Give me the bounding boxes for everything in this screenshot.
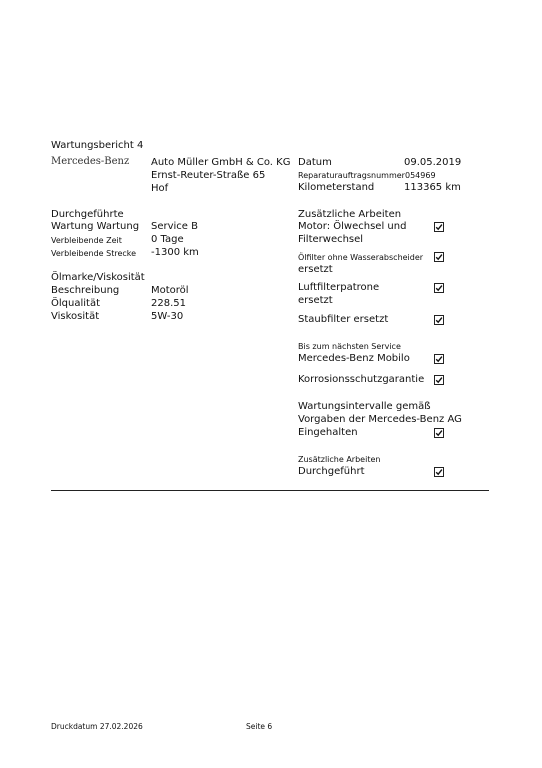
viscosity-label: Viskosität <box>51 311 100 322</box>
check-icon <box>435 223 443 231</box>
corrosion-warranty-checkbox[interactable] <box>434 375 444 385</box>
mobilo-checkbox[interactable] <box>434 354 444 364</box>
check-icon <box>435 376 443 384</box>
item-air-filter-line1: Luftfilterpatrone <box>298 282 380 293</box>
remaining-distance-value: -1300 km <box>151 247 199 258</box>
additional-done-checkbox[interactable] <box>434 467 444 477</box>
check-icon <box>435 316 443 324</box>
intervals-line3: Eingehalten <box>298 427 358 438</box>
intervals-checkbox[interactable] <box>434 428 444 438</box>
item-oil-change-line2: Filterwechsel <box>298 234 364 245</box>
additional-done-line1: Zusätzliche Arbeiten <box>298 455 381 464</box>
mobilo-line2: Mercedes-Benz Mobilo <box>298 353 410 364</box>
air-filter-checkbox[interactable] <box>434 283 444 293</box>
check-icon <box>435 429 443 437</box>
service-heading: Durchgeführte <box>51 209 124 220</box>
date-label: Datum <box>298 157 332 168</box>
check-icon <box>435 253 443 261</box>
item-oil-filter-line2: ersetzt <box>298 264 333 275</box>
mercedes-benz-logo: Mercedes-Benz <box>51 156 130 167</box>
oil-description-label: Beschreibung <box>51 285 120 296</box>
dealer-name: Auto Müller GmbH & Co. KG <box>151 157 291 168</box>
check-icon <box>435 468 443 476</box>
service-type-value: Service B <box>151 221 198 232</box>
item-air-filter-line2: ersetzt <box>298 295 333 306</box>
check-icon <box>435 284 443 292</box>
page-number: Seite 6 <box>246 722 273 731</box>
dealer-city: Hof <box>151 183 169 194</box>
intervals-line1: Wartungsintervalle gemäß <box>298 401 431 412</box>
viscosity-value: 5W-30 <box>151 311 184 322</box>
remaining-distance-label: Verbleibende Strecke <box>51 249 137 258</box>
additional-work-heading: Zusätzliche Arbeiten <box>298 209 402 220</box>
dealer-street: Ernst-Reuter-Straße 65 <box>151 170 266 181</box>
oil-quality-label: Ölqualität <box>51 298 100 309</box>
oil-quality-value: 228.51 <box>151 298 186 309</box>
oil-filter-checkbox[interactable] <box>434 252 444 262</box>
item-oil-filter-line1: Ölfilter ohne Wasserabscheider <box>298 253 424 262</box>
horizontal-divider <box>51 490 489 491</box>
date-value: 09.05.2019 <box>404 157 462 168</box>
item-dust-filter: Staubfilter ersetzt <box>298 314 389 325</box>
oil-description-value: Motoröl <box>151 285 189 296</box>
order-number-value: 054969 <box>405 171 436 180</box>
mileage-value: 113365 km <box>404 182 461 193</box>
print-date: Druckdatum 27.02.2026 <box>51 722 143 731</box>
order-number-label: Reparaturauftragsnummer <box>298 171 405 180</box>
check-icon <box>435 355 443 363</box>
oil-change-checkbox[interactable] <box>434 222 444 232</box>
dust-filter-checkbox[interactable] <box>434 315 444 325</box>
service-type-label: Wartung Wartung <box>51 221 140 232</box>
remaining-time-label: Verbleibende Zeit <box>51 236 122 245</box>
intervals-line2: Vorgaben der Mercedes-Benz AG <box>298 414 462 425</box>
mobilo-line1: Bis zum nächsten Service <box>298 342 401 351</box>
report-title: Wartungsbericht 4 <box>51 140 144 151</box>
corrosion-warranty-label: Korrosionsschutzgarantie <box>298 374 425 385</box>
item-oil-change-line1: Motor: Ölwechsel und <box>298 221 407 232</box>
remaining-time-value: 0 Tage <box>151 234 184 245</box>
additional-done-line2: Durchgeführt <box>298 466 365 477</box>
mileage-label: Kilometerstand <box>298 182 375 193</box>
oil-heading: Ölmarke/Viskosität <box>51 272 145 283</box>
